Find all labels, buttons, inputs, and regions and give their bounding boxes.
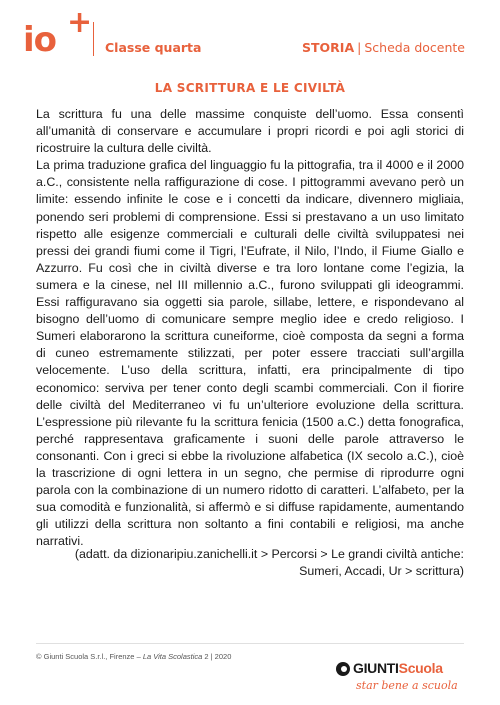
publisher-name-accent: Scuola — [398, 660, 443, 676]
footer-divider — [36, 643, 464, 644]
publisher-tagline: star bene a scuola — [356, 679, 458, 692]
source-line-1: (adatt. da dizionaripiu.zanichelli.it > Percorsi > Le grandi civiltà antiche: — [74, 547, 464, 561]
source-line-2: Sumeri, Accadi, Ur > scrittura) — [299, 564, 464, 579]
paragraph-1: La scrittura fu una delle massime conquiste dell’uomo. Essa consentì all’umanità di conservare e accumulare i propri ricordi e poi agli storici di ricostruire la cultura delle civiltà. — [36, 107, 464, 156]
source-citation — [36, 546, 464, 580]
header-divider — [93, 22, 94, 56]
publisher-name-main: GIUNTI — [353, 660, 399, 676]
page-title: LA SCRITTURA E LE CIVILTÀ — [154, 81, 346, 95]
paragraph-2: La prima traduzione grafica del linguaggio fu la pittografia, tra il 4000 e il 2000 a.C., consistente nella raffigurazione di cose. I pittogrammi avevano però un limite: essendo infinite le cose e i concetti da indicare, divennero migliaia, ponendo seri problemi di comprensione. Essi si prestavano a un uso limitato rispetto alle esigenze commerciali e culturali delle civiltà sviluppatesi nei pressi dei grandi fiumi come il Tigri, l’Eufrate, il Nilo, l’Indo, il Fiume Giallo e Azzurro. Fu così che in civiltà diverse e tra loro lontane come l’egizia, la sumera e la cinese, nel III millennio a.C., furono sviluppati gli ideogrammi. Essi raffiguravano sia oggetti sia parole, sillabe, lettere, e rispondevano al bisogno dell’uomo di comunicare sempre meglio idee e credo religioso. I Sumeri elaborarono la scrittura cuneiforme, cioè composta da segni a forma di cuneo estremamente stilizzati, per poter essere tracciati sull’argilla velocemente. L’uso della scrittura, infatti, era principalmente di tipo economico: serviva per tener conto degli scambi commerciali. Con il fiorire delle civiltà del Mediterraneo vi fu un’ulteriore evoluzione della scrittura. L’espressione più rilevante fu la scrittura fenicia (1500 a.C.) detta fonografica, perché rappresentava graficamente i suoni delle parole attraverso le consonanti. Con i greci si ebbe la rivoluzione alfabetica (IX secolo a.C.), cioè la trascrizione di ogni lettera in un segno, che permise di riprodurre ogni parola con la combinazione di un numero ridotto di caratteri. L’alfabeto, per la sua comodità e funzionalità, si affermò e si diffuse rapidamente, aumentando gli utilizzi della scrittura non soltanto a fini contabili e religiosi, ma anche narrativi. — [36, 158, 464, 549]
page-header — [0, 0, 500, 70]
copyright-text: © Giunti Scuola S.r.l., Firenze – — [36, 652, 143, 661]
sheet-type: Scheda docente — [364, 40, 465, 55]
issue-number: 2 | 2020 — [202, 652, 232, 661]
giunti-scuola-logo — [336, 660, 464, 696]
footer-copyright — [36, 652, 231, 661]
publisher-name — [353, 660, 443, 676]
magazine-name: La Vita Scolastica — [142, 652, 203, 661]
subject-name: STORIA — [302, 40, 355, 55]
logo-plus-icon: + — [67, 5, 93, 40]
logo-text: io — [23, 20, 57, 60]
subject-label — [302, 40, 465, 55]
article-body — [36, 106, 464, 550]
giunti-mark-icon — [336, 662, 350, 676]
subject-separator: | — [357, 40, 362, 55]
class-label: Classe quarta — [105, 40, 202, 55]
io-plus-logo — [23, 5, 93, 62]
